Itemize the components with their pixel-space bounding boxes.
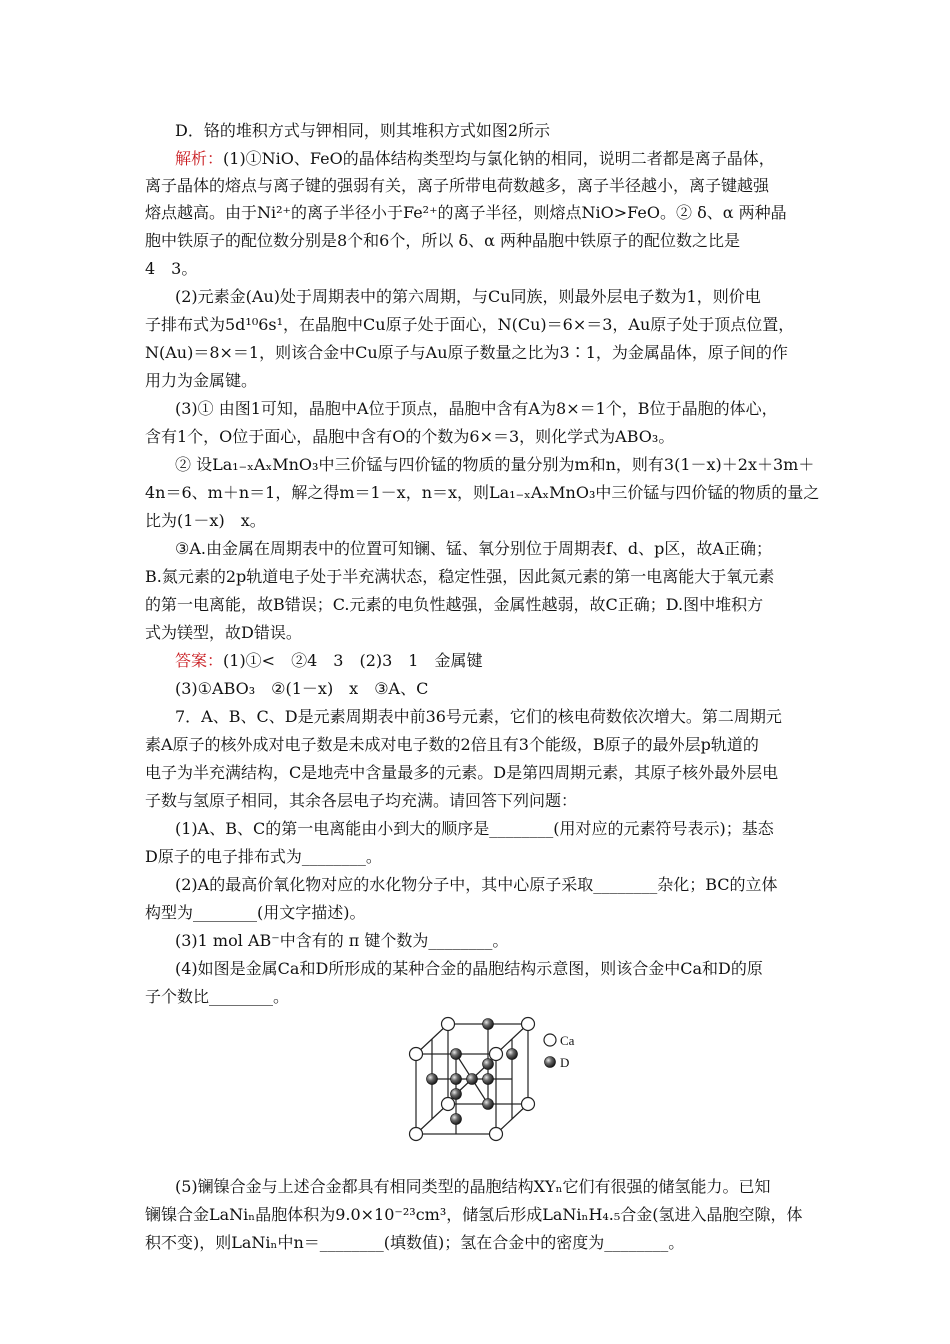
answer-line-2: (3)①ABO₃ ②(1－x) x ③A、C (175, 679, 429, 698)
answer-label: 答案： (175, 651, 224, 670)
sub-question-2-line-2: 构型为________(用文字描述)。 (145, 903, 366, 922)
answer-text-1: (1)①< ②4 3 (2)3 1 金属键 (223, 651, 483, 670)
sub-question-1-line-1: (1)A、B、C的第一电离能由小到大的顺序是________(用对应的元素符号表示)；基态 (175, 819, 774, 838)
answer-line-1 (175, 650, 855, 672)
paragraph-2-line-2: 子排布式为5d¹⁰6s¹，在晶胞中Cu原子处于面心，N(Cu)＝6×＝3，Au原子处于顶点位置， (145, 315, 795, 334)
analysis-line-3: 熔点越高。由于Ni²⁺的离子半径小于Fe²⁺的离子半径，则熔点NiO>FeO。② δ、α 两种晶 (145, 203, 787, 222)
question-7-line-2: 素A原子的核外成对电子数是未成对电子数的2倍且有3个能级，B原子的最外层p轨道的 (145, 735, 759, 754)
sub-question-4-line-1: (4)如图是金属Ca和D所形成的某种合金的晶胞结构示意图，则该合金中Ca和D的原 (175, 959, 763, 978)
sub-question-4-line-2: 子个数比________。 (145, 987, 290, 1006)
paragraph-3-line-3: ② 设La₁₋ₓAₓMnO₃中三价锰与四价锰的物质的量分别为m和n，则有3(1－x)＋2x＋3m＋ (175, 455, 815, 474)
paragraph-2-line-4: 用力为金属键。 (145, 371, 258, 390)
sub-question-5-line-1: (5)镧镍合金与上述合金都具有相同类型的晶胞结构XYₙ它们有很强的储氢能力。已知 (175, 1177, 771, 1196)
paragraph-3-line-2: 含有1个，O位于面心，晶胞中含有O的个数为6×＝3，则化学式为ABO₃。 (145, 427, 675, 446)
analysis-line-4: 胞中铁原子的配位数分别是8个和6个，所以 δ、α 两种晶胞中铁原子的配位数之比是 (145, 231, 740, 250)
paragraph-3-line-7: B.氮元素的2p轨道电子处于半充满状态，稳定性强，因此氮元素的第一电离能大于氧元素 (145, 567, 775, 586)
paragraph-3-line-4: 4n＝6、m＋n＝1，解之得m＝1－x，n＝x，则La₁₋ₓAₓMnO₃中三价锰与四价锰的物质的量之 (145, 483, 820, 502)
paragraph-3-line-8: 的第一电离能，故B错误；C.元素的电负性越强，金属性越弱，故C正确；D.图中堆积方 (145, 595, 764, 614)
legend-ca-marker (544, 1034, 556, 1046)
paragraph-2-line-3: N(Au)＝8×＝1，则该合金中Cu原子与Au原子数量之比为3∶1，为金属晶体，原子间的作 (145, 343, 788, 362)
sub-question-3: (3)1 mol AB⁻中含有的 π 键个数为________。 (175, 931, 509, 950)
legend-d-label: D (560, 1055, 570, 1070)
option-d: D．铬的堆积方式与钾相同，则其堆积方式如图2所示 (175, 121, 551, 140)
analysis-line-5: 4 3。 (145, 259, 198, 278)
paragraph-3-line-1: (3)① 由图1可知，晶胞中A位于顶点，晶胞中含有A为8×＝1个，B位于晶胞的体心， (175, 399, 778, 418)
analysis-label: 解析： (175, 149, 224, 168)
crystal-cell-figure (398, 1014, 598, 1164)
paragraph-3-line-9: 式为镁型，故D错误。 (145, 623, 302, 642)
analysis-line-1 (175, 148, 855, 170)
paragraph-2-line-1: (2)元素金(Au)处于周期表中的第六周期，与Cu同族，则最外层电子数为1，则价电 (175, 287, 761, 306)
question-7-line-3: 电子为半充满结构，C是地壳中含量最多的元素。D是第四周期元素，其原子核外最外层电 (145, 763, 779, 782)
sub-question-5-line-3: 积不变)，则LaNiₙ中n＝________(填数值)；氢在合金中的密度为________。 (145, 1233, 685, 1252)
analysis-line-2: 离子晶体的熔点与离子键的强弱有关，离子所带电荷数越多，离子半径越小，离子键越强 (145, 176, 770, 195)
paragraph-3-line-5: 比为(1－x) x。 (145, 511, 266, 530)
legend-d-marker (545, 1057, 556, 1068)
paragraph-3-line-6: ③A.由金属在周期表中的位置可知镧、锰、氧分别位于周期表f、d、p区，故A正确； (175, 539, 772, 558)
analysis-text: (1)①NiO、FeO的晶体结构类型均与氯化钠的相同，说明二者都是离子晶体， (223, 149, 775, 168)
d-atoms (427, 1019, 518, 1125)
sub-question-5-line-2: 镧镍合金LaNiₙ晶胞体积为9.0×10⁻²³cm³，储氢后形成LaNiₙH₄.₅合金(氢进入晶胞空隙，体 (145, 1205, 803, 1224)
sub-question-1-line-2: D原子的电子排布式为________。 (145, 847, 382, 866)
legend-ca-label: Ca (560, 1033, 575, 1048)
question-7-line-1: 7．A、B、C、D是元素周期表中前36号元素，它们的核电荷数依次增大。第二周期元 (175, 707, 782, 726)
question-7-line-4: 子数与氢原子相同，其余各层电子均充满。请回答下列问题： (145, 791, 578, 810)
sub-question-2-line-1: (2)A的最高价氧化物对应的水化物分子中，其中心原子采取________杂化；BC的立体 (175, 875, 778, 894)
